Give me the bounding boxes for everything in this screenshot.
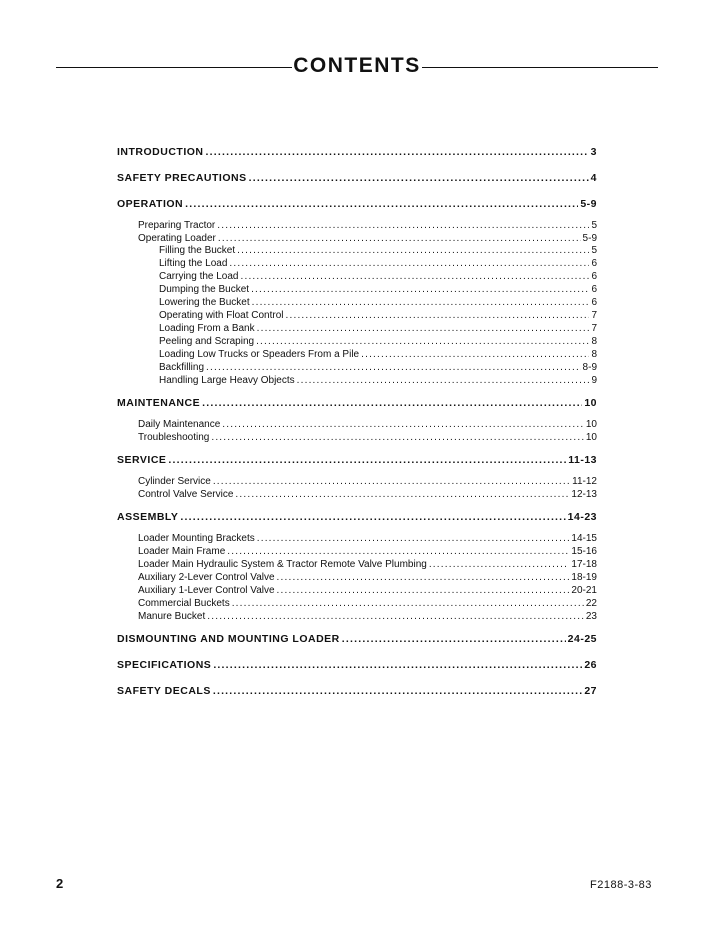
toc-entry [117, 146, 597, 159]
toc-entry-label: Auxiliary 2-Lever Control Valve [138, 572, 275, 583]
toc-leader-dots [207, 610, 584, 623]
toc-entry-label: Troubleshooting [138, 432, 210, 443]
toc-entry-page: 14-15 [571, 533, 597, 544]
toc-entry [159, 348, 597, 361]
toc-entry-page: 5 [591, 220, 597, 231]
toc-leader-dots [180, 511, 565, 524]
toc-leader-dots [297, 374, 590, 387]
toc-entry [117, 397, 597, 410]
toc-leader-dots [185, 198, 578, 211]
toc-entry [159, 244, 597, 257]
toc-leader-dots [211, 431, 584, 444]
toc-entry-page: 9 [591, 375, 597, 386]
toc-entry-page: 20-21 [571, 585, 597, 596]
toc-entry-label: Loader Main Hydraulic System & Tractor Remote Valve Plumbing [138, 559, 427, 570]
toc-leader-dots [237, 244, 589, 257]
toc-entry-label: Commercial Buckets [138, 598, 230, 609]
toc-entry-page: 17-18 [571, 559, 597, 570]
toc-entry [117, 659, 597, 672]
toc-leader-dots [286, 309, 590, 322]
toc-entry-page: 5-9 [580, 198, 597, 210]
toc-entry-page: 10 [585, 432, 597, 443]
toc-entry-label: Loader Main Frame [138, 546, 226, 557]
toc-entry [138, 488, 597, 501]
toc-entry-label: SPECIFICATIONS [117, 659, 212, 671]
toc-entry [138, 418, 597, 431]
toc-entry-page: 10 [584, 397, 597, 409]
document-code: F2188-3-83 [590, 879, 652, 891]
toc-leader-dots [251, 283, 589, 296]
toc-entry-page: 18-19 [571, 572, 597, 583]
toc-entry [159, 296, 597, 309]
page-title: CONTENTS [293, 54, 421, 77]
toc-entry-label: Handling Large Heavy Objects [159, 375, 295, 386]
toc-entry [138, 571, 597, 584]
toc-entry-label: Daily Maintenance [138, 419, 221, 430]
toc-leader-dots [168, 454, 566, 467]
toc-entry-page: 15-16 [571, 546, 597, 557]
toc-leader-dots [227, 545, 569, 558]
toc-entry-label: DISMOUNTING AND MOUNTING LOADER [117, 633, 340, 645]
toc-leader-dots [252, 296, 590, 309]
toc-entry [117, 685, 597, 698]
toc-entry-page: 8-9 [582, 362, 597, 373]
toc-entry-page: 27 [584, 685, 597, 697]
toc-entry [138, 558, 597, 571]
toc-entry-label: Backfilling [159, 362, 205, 373]
toc-entry [117, 454, 597, 467]
toc-entry-page: 7 [591, 323, 597, 334]
toc-entry-label: Control Valve Service [138, 489, 234, 500]
toc-entry [138, 219, 597, 232]
toc-entry-label: Operating Loader [138, 233, 216, 244]
toc-leader-dots [202, 397, 582, 410]
toc-leader-dots [222, 418, 584, 431]
toc-leader-dots [342, 633, 566, 646]
toc-leader-dots [213, 475, 570, 488]
toc-entry-page: 6 [591, 258, 597, 269]
toc-entry-label: Loading Low Trucks or Speaders From a Pile [159, 349, 360, 360]
toc-entry-page: 4 [590, 172, 597, 184]
toc-leader-dots [235, 488, 569, 501]
toc-entry [138, 584, 597, 597]
toc-entry-page: 6 [591, 297, 597, 308]
toc-entry-label: SAFETY DECALS [117, 685, 211, 697]
toc-entry-label: ASSEMBLY [117, 511, 179, 523]
toc-entry-label: OPERATION [117, 198, 184, 210]
toc-entry-label: Loader Mounting Brackets [138, 533, 255, 544]
toc-entry-page: 5-9 [582, 233, 597, 244]
toc-entry [159, 374, 597, 387]
toc-entry-page: 8 [591, 349, 597, 360]
toc-leader-dots [217, 219, 589, 232]
toc-entry [159, 270, 597, 283]
toc-entry-page: 6 [591, 284, 597, 295]
toc-entry-label: Dumping the Bucket [159, 284, 250, 295]
toc-leader-dots [277, 571, 570, 584]
toc-entry-page: 26 [584, 659, 597, 671]
toc-entry-page: 22 [585, 598, 597, 609]
toc-entry-label: Carrying the Load [159, 271, 239, 282]
toc-entry-page: 6 [591, 271, 597, 282]
toc-leader-dots [256, 335, 589, 348]
toc-entry-label: Lowering the Bucket [159, 297, 250, 308]
toc-leader-dots [249, 172, 589, 185]
toc-entry [117, 172, 597, 185]
toc-leader-dots [213, 685, 582, 698]
toc-leader-dots [206, 146, 589, 159]
toc-entry [138, 431, 597, 444]
toc-entry-label: INTRODUCTION [117, 146, 204, 158]
toc-entry-label: Loading From a Bank [159, 323, 255, 334]
toc-entry [159, 361, 597, 374]
toc-entry [138, 545, 597, 558]
toc-entry [159, 283, 597, 296]
toc-leader-dots [361, 348, 589, 361]
toc-entry-page: 10 [585, 419, 597, 430]
toc-entry-page: 3 [590, 146, 597, 158]
toc-entry-label: Peeling and Scraping [159, 336, 255, 347]
toc-entry-label: MAINTENANCE [117, 397, 201, 409]
toc-entry [138, 532, 597, 545]
toc-entry-label: Filling the Bucket [159, 245, 236, 256]
toc-entry-page: 24-25 [567, 633, 597, 645]
toc-entry [138, 597, 597, 610]
toc-entry [159, 335, 597, 348]
toc-entry [138, 610, 597, 623]
toc-entry-label: Preparing Tractor [138, 220, 216, 231]
toc-entry-label: SAFETY PRECAUTIONS [117, 172, 247, 184]
toc-entry-label: Lifting the Load [159, 258, 228, 269]
toc-leader-dots [213, 659, 582, 672]
toc-entry-page: 11-12 [572, 476, 597, 487]
toc-entry [159, 257, 597, 270]
toc-entry-page: 23 [585, 611, 597, 622]
toc-entry [117, 511, 597, 524]
toc-entry [117, 198, 597, 211]
toc-entry-page: 12-13 [571, 489, 597, 500]
toc-entry-page: 5 [591, 245, 597, 256]
toc-entry [138, 475, 597, 488]
toc-leader-dots [429, 558, 570, 571]
toc-leader-dots [257, 322, 590, 335]
toc-leader-dots [232, 597, 584, 610]
toc-entry-label: Manure Bucket [138, 611, 206, 622]
toc-entry [159, 322, 597, 335]
toc-entry-label: Operating with Float Control [159, 310, 284, 321]
toc-leader-dots [241, 270, 590, 283]
toc-entry-page: 14-23 [567, 511, 597, 523]
toc-entry-label: SERVICE [117, 454, 167, 466]
toc-entry-label: Cylinder Service [138, 476, 211, 487]
toc-leader-dots [257, 532, 570, 545]
toc-entry [159, 309, 597, 322]
toc-entry-page: 7 [591, 310, 597, 321]
page-number: 2 [56, 876, 64, 891]
toc-leader-dots [229, 257, 589, 270]
toc-entry [117, 633, 597, 646]
toc-entry-page: 11-13 [568, 454, 597, 466]
toc-leader-dots [277, 584, 570, 597]
toc-entry-label: Auxiliary 1-Lever Control Valve [138, 585, 275, 596]
toc-entry-page: 8 [591, 336, 597, 347]
toc-leader-dots [206, 361, 581, 374]
